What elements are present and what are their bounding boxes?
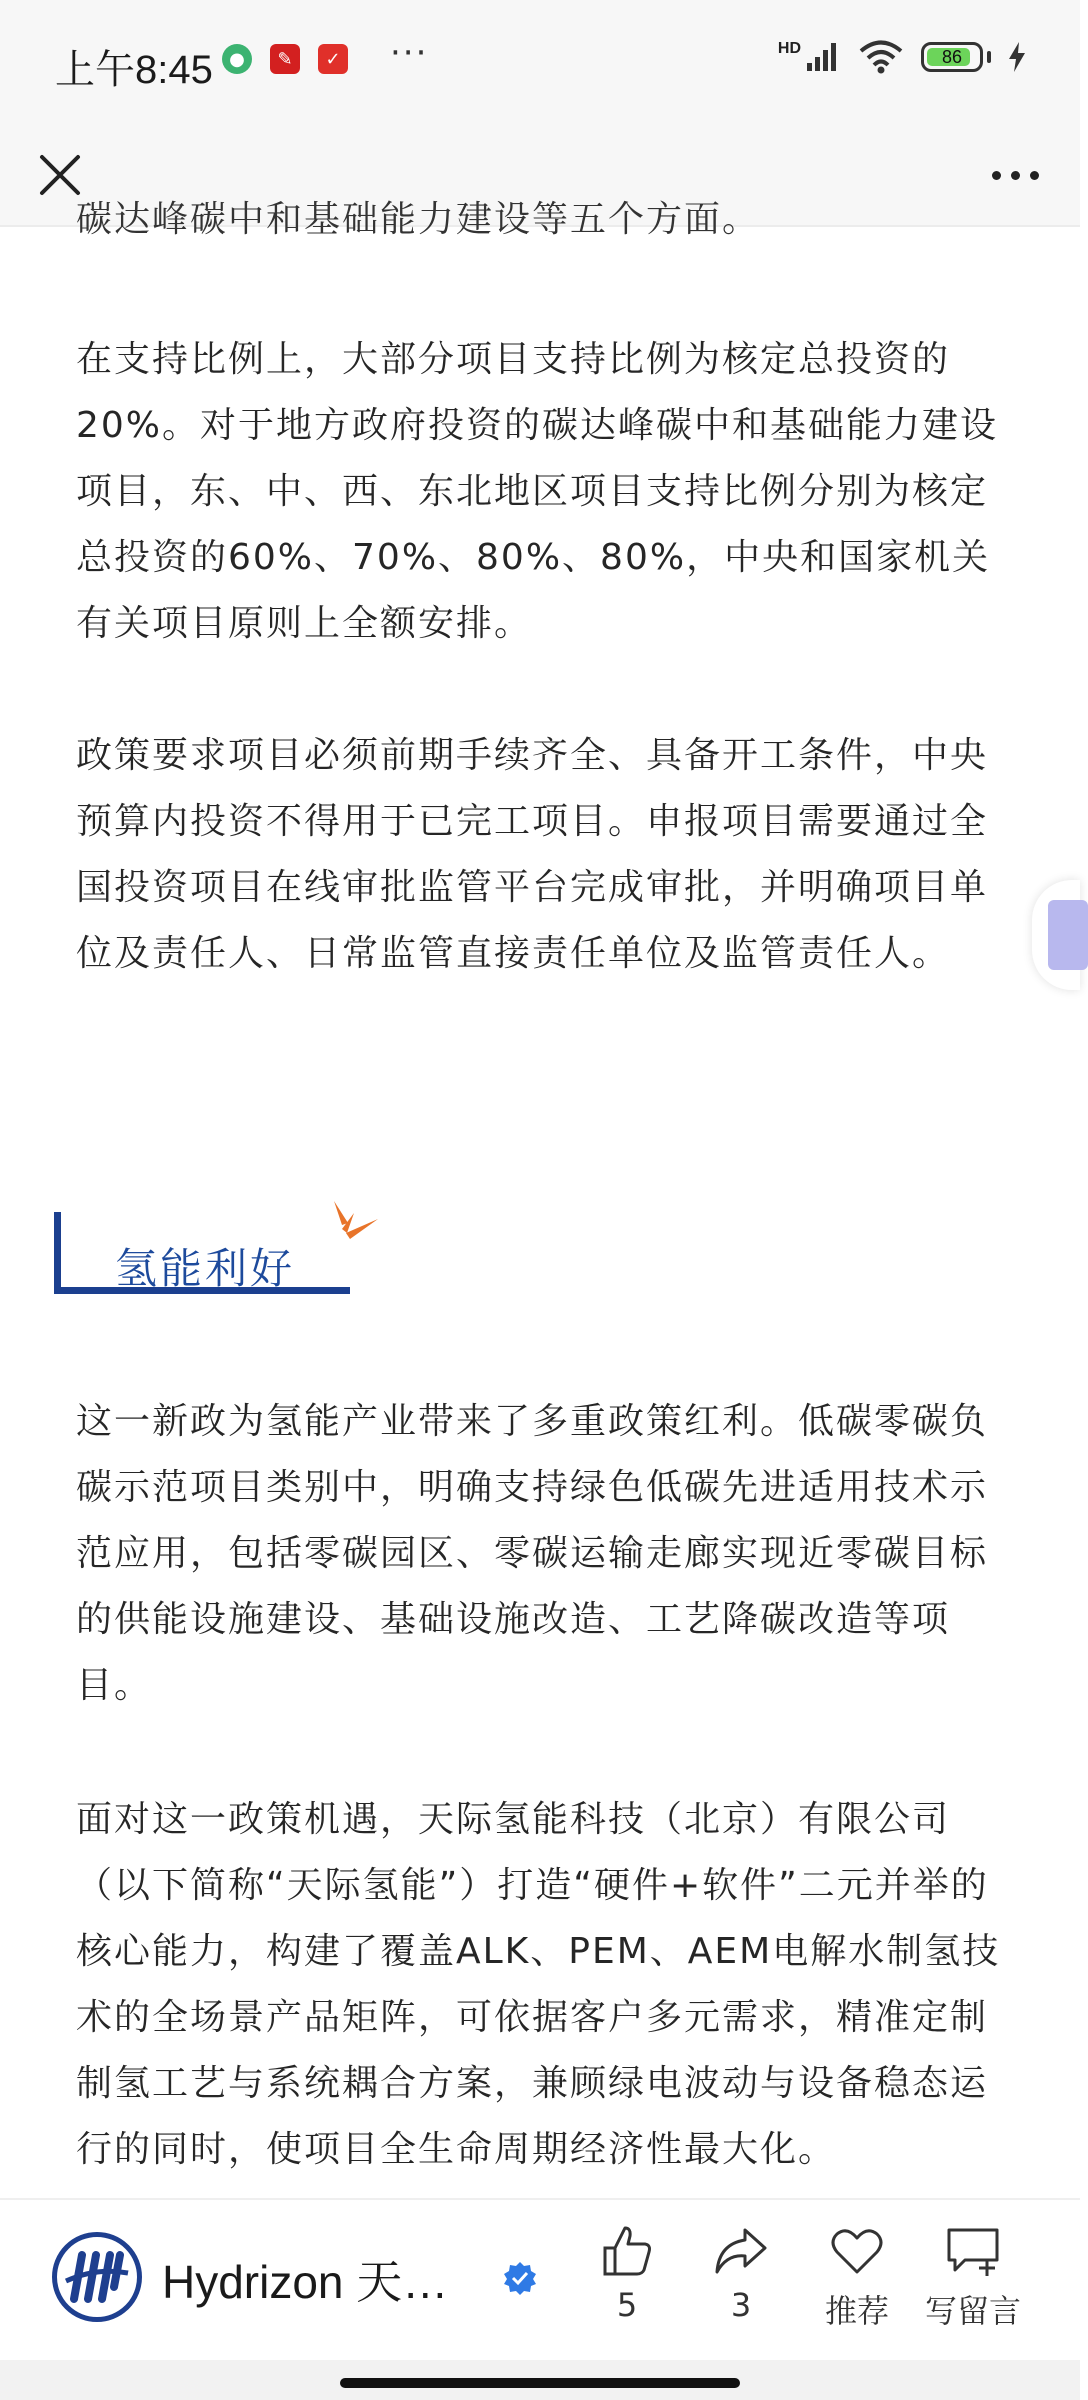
video-app-icon: ✓ <box>318 44 348 74</box>
article-paragraph: 这一新政为氢能产业带来了多重政策红利。低碳零碳负碳示范项目类别中，明确支持绿色低碳先进适用技术示范应用，包括零碳园区、零碳运输走廊实现近零碳目标的供能设施建设、基础设施改造、工艺降碳改造等项目。 <box>76 1401 989 1706</box>
gesture-area <box>0 2360 1080 2400</box>
system-icons <box>778 40 1025 74</box>
status-bar <box>0 0 1080 125</box>
bottom-action-bar <box>0 2198 1080 2362</box>
wechat-icon: ● <box>222 44 252 74</box>
like-button[interactable] <box>572 2224 682 2324</box>
network-label: HD <box>777 40 801 57</box>
heart-icon <box>829 2224 885 2278</box>
like-count: 5 <box>616 2286 638 2324</box>
thumbs-up-icon <box>599 2224 655 2278</box>
battery-indicator <box>921 42 983 72</box>
recommend-button[interactable] <box>802 2224 912 2332</box>
comment-plus-icon <box>943 2224 1003 2278</box>
hydrizon-logo-icon <box>62 2247 132 2307</box>
wifi-icon <box>859 40 903 74</box>
section-title: 氢能利好 <box>115 1244 296 1293</box>
write-comment-button[interactable] <box>918 2224 1028 2332</box>
menu-dot <box>1011 171 1020 180</box>
share-count: 3 <box>730 2286 752 2324</box>
article-paragraph: 面对这一政策机遇，天际氢能科技（北京）有限公司（以下简称“天际氢能”）打造“硬件+软件”二元并举的核心能力，构建了覆盖ALK、PEM、AEM电解水制氢技术的全场景产品矩阵，可依据客户多元需求，精准定制制氢工艺与系统耦合方案，兼顾绿电波动与设备稳态运行的同时，使项目全生命周期经济性最大化。 <box>76 1799 1001 2170</box>
signal-icon <box>805 41 841 73</box>
account-name[interactable]: Hydrizon 天… <box>162 2256 449 2308</box>
accent-marks-icon <box>328 1199 384 1247</box>
charging-icon <box>1009 42 1025 72</box>
share-button[interactable] <box>686 2224 796 2324</box>
status-time: 上午8:45 <box>55 48 213 92</box>
article-paragraph: 政策要求项目必须前期手续齐全、具备开工条件，中央预算内投资不得用于已完工项目。申报项目需要通过全国投资项目在线审批监管平台完成审批，并明确项目单位及责任人、日常监管直接责任单位及监管责任人。 <box>76 735 989 974</box>
more-notifications-icon: ··· <box>390 33 429 73</box>
floating-side-tab[interactable] <box>1032 880 1080 990</box>
comment-label: 写留言 <box>924 2292 1021 2330</box>
home-indicator[interactable] <box>340 2378 740 2388</box>
battery-level: 86 <box>941 46 963 67</box>
notification-icons <box>222 33 429 74</box>
account-avatar[interactable] <box>52 2232 142 2322</box>
news-app-icon: ✎ <box>270 44 300 74</box>
menu-dot <box>992 171 1001 180</box>
verified-badge-icon <box>502 2260 538 2296</box>
article-paragraph-cut: 碳达峰碳中和基础能力建设等五个方面。 <box>76 199 761 240</box>
recommend-label: 推荐 <box>824 2292 889 2330</box>
battery-cap <box>987 51 991 63</box>
side-tab-icon <box>1048 900 1088 970</box>
article-body <box>0 199 1080 2197</box>
article-paragraph: 在支持比例上，大部分项目支持比例为核定总投资的20%。对于地方政府投资的碳达峰碳中和基础能力建设项目，东、中、西、东北地区项目支持比例分别为核定总投资的60%、70%、80%、80%，中央和国家机关有关项目原则上全额安排。 <box>76 339 999 644</box>
menu-dot <box>1030 171 1039 180</box>
share-arrow-icon <box>713 2224 769 2278</box>
section-heading <box>54 1212 350 1294</box>
